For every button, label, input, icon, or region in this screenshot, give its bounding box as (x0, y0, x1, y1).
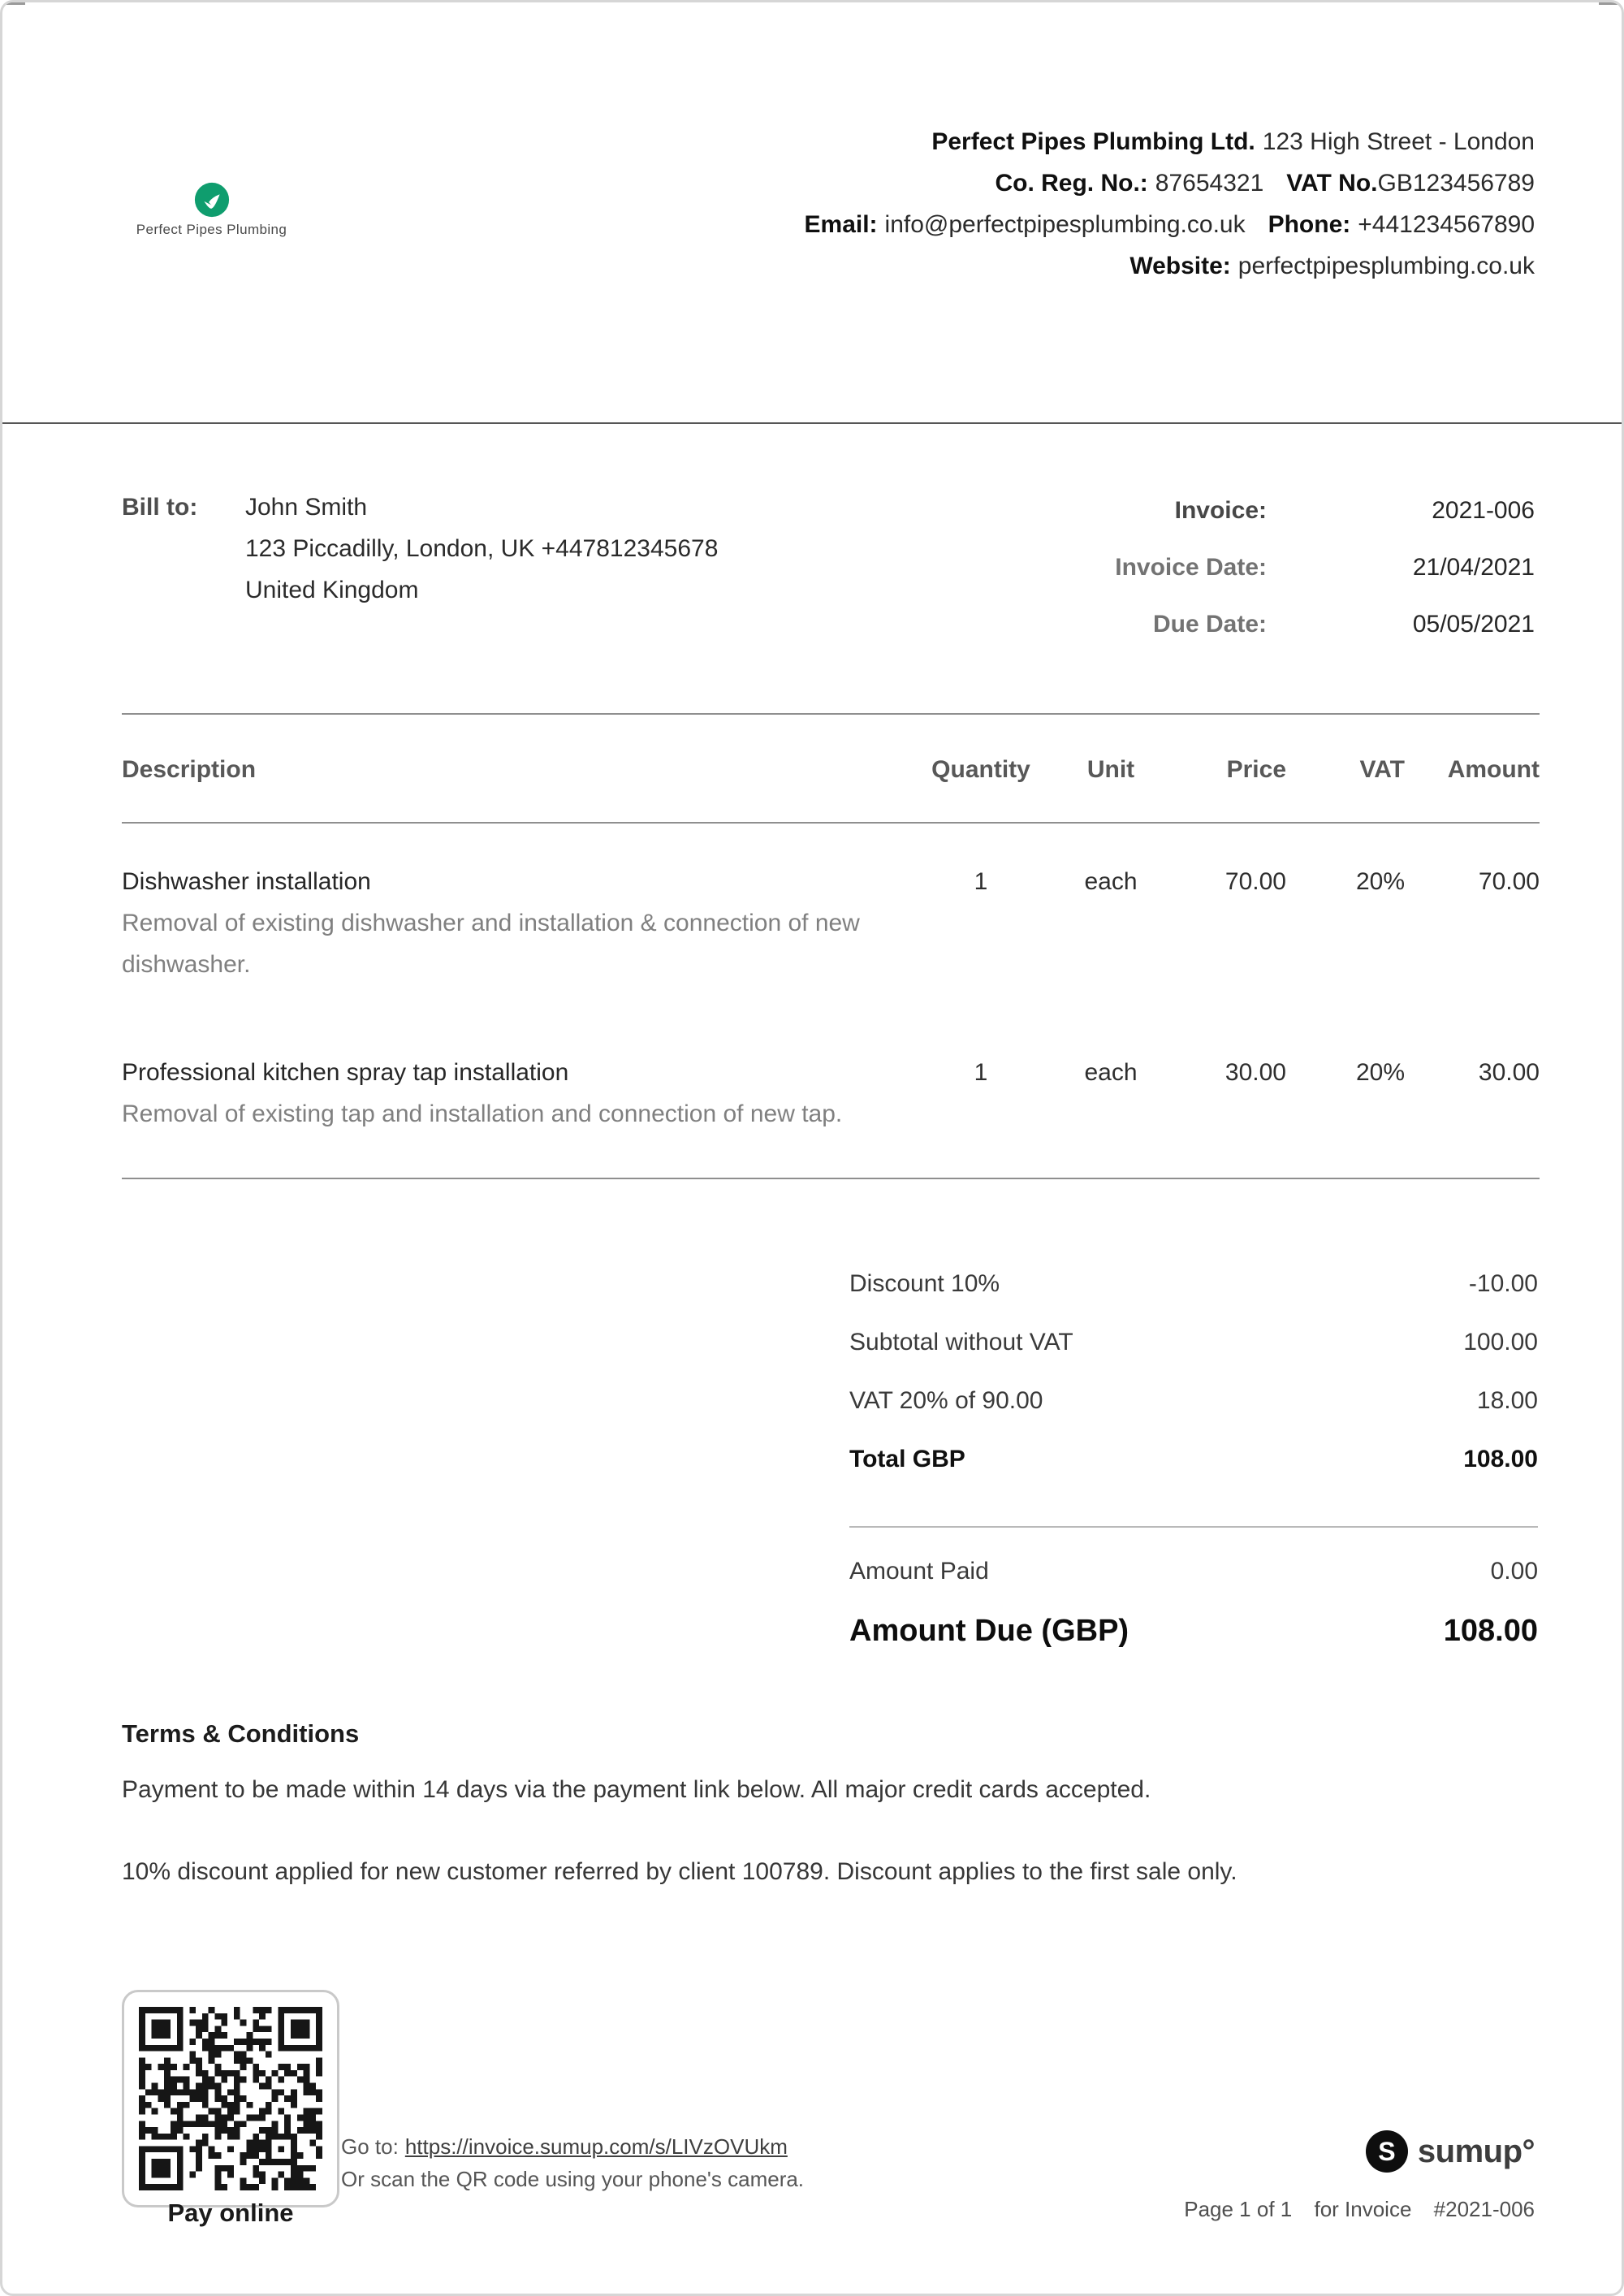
qr-box (122, 1990, 339, 2207)
due-date-label: Due Date: (1152, 611, 1267, 638)
item-unit: each (1084, 1059, 1138, 1086)
vat-row (849, 1386, 1538, 1416)
due-date-value: 05/05/2021 (1412, 611, 1535, 638)
item-quantity: 1 (974, 1059, 988, 1086)
invoice-meta (1115, 490, 1535, 660)
fold-mark (2, 2, 25, 5)
total-value: 108.00 (1463, 1446, 1538, 1472)
sumup-icon: S (1366, 2130, 1408, 2173)
company-contact-line (805, 204, 1535, 245)
phone-label: Phone: (1268, 211, 1351, 238)
table-row (122, 1052, 1540, 1135)
goto-prefix: Go to: (341, 2134, 399, 2159)
col-amount: Amount (1447, 756, 1540, 783)
qr-code (139, 2007, 322, 2190)
discount-value: -10.00 (1468, 1270, 1538, 1297)
subtotal-row (849, 1328, 1538, 1357)
company-name: Perfect Pipes Plumbing Ltd. (931, 128, 1255, 155)
bill-to-details (245, 486, 718, 611)
invoice-ref: #2021-006 (1433, 2197, 1535, 2221)
sumup-brand (1366, 2130, 1535, 2173)
totals-section (849, 1269, 1538, 1650)
discount-label: Discount 10% (849, 1270, 1000, 1297)
amount-paid-row (849, 1557, 1538, 1586)
amount-due-row (849, 1612, 1538, 1650)
vat-label: VAT No. (1286, 170, 1378, 197)
col-description: Description (122, 756, 257, 783)
company-info (805, 121, 1535, 287)
table-divider-header (122, 822, 1540, 824)
invoice-date-label: Invoice Date: (1115, 554, 1267, 581)
fold-mark (1599, 2, 1622, 5)
co-reg-value: 87654321 (1155, 170, 1264, 197)
page-info (1184, 2197, 1535, 2222)
subtotal-value: 100.00 (1463, 1329, 1538, 1356)
goto-line (341, 2130, 804, 2163)
phone-value: +441234567890 (1358, 211, 1535, 238)
item-amount: 30.00 (1478, 1059, 1540, 1086)
sumup-wordmark: sumup° (1417, 2133, 1535, 2169)
amount-paid-label: Amount Paid (849, 1558, 989, 1585)
website-label: Website: (1129, 253, 1231, 279)
pay-online-label: Pay online (167, 2199, 294, 2227)
item-amount: 70.00 (1478, 868, 1540, 895)
subtotal-label: Subtotal without VAT (849, 1329, 1073, 1356)
payment-instructions (341, 2130, 804, 2195)
invoice-number-label: Invoice: (1174, 497, 1267, 524)
item-quantity: 1 (974, 868, 988, 895)
table-divider-bottom (122, 1178, 1540, 1179)
invoice-date-row (1115, 547, 1535, 588)
item-title: Dishwasher installation (122, 868, 371, 895)
website-value: perfectpipesplumbing.co.uk (1237, 253, 1535, 279)
co-reg-label: Co. Reg. No.: (995, 170, 1148, 197)
item-price: 70.00 (1224, 868, 1286, 895)
for-invoice-label: for Invoice (1314, 2197, 1412, 2221)
amount-due-label: Amount Due (GBP) (849, 1614, 1129, 1648)
bill-to-label: Bill to: (122, 494, 198, 521)
invoice-number-value: 2021-006 (1432, 497, 1535, 524)
logo-text: Perfect Pipes Plumbing (136, 222, 287, 237)
scan-hint: Or scan the QR code using your phone's camera. (341, 2167, 805, 2191)
company-address: 123 High Street - London (1262, 128, 1535, 155)
item-vat: 20% (1355, 868, 1405, 895)
col-unit: Unit (1086, 756, 1135, 783)
col-price: Price (1226, 756, 1286, 783)
bill-to-section (122, 486, 718, 611)
amount-paid-value: 0.00 (1490, 1558, 1538, 1585)
bill-to-name: John Smith (245, 494, 368, 521)
logo-mark-icon (193, 181, 231, 218)
vat-value: GB123456789 (1377, 170, 1535, 197)
col-quantity: Quantity (931, 756, 1030, 783)
item-vat: 20% (1355, 1059, 1405, 1086)
payment-link[interactable]: https://invoice.sumup.com/s/LIVzOVUkm (404, 2134, 788, 2159)
total-row (849, 1445, 1538, 1474)
company-website-line (805, 245, 1535, 287)
totals-divider (849, 1526, 1538, 1528)
terms-paragraph: 10% discount applied for new customer referred by client 100789. Discount applies to the first sale only. (122, 1858, 1237, 1885)
vat-label: VAT 20% of 90.00 (849, 1387, 1043, 1414)
amount-due-value: 108.00 (1443, 1614, 1538, 1648)
col-vat: VAT (1359, 756, 1405, 783)
item-price: 30.00 (1224, 1059, 1286, 1086)
item-title: Professional kitchen spray tap installation (122, 1059, 569, 1086)
item-cell-description (122, 1052, 900, 1135)
company-name-line (805, 121, 1535, 162)
table-header-row (122, 715, 1540, 822)
page-number: Page 1 of 1 (1184, 2197, 1293, 2221)
items-table (122, 713, 1540, 1179)
table-bottom-spacer (122, 1135, 1540, 1178)
item-description: Removal of existing dishwasher and installation & connection of new dishwasher. (122, 910, 860, 978)
vat-value: 18.00 (1476, 1387, 1538, 1414)
terms-heading: Terms & Conditions (122, 1719, 360, 1748)
discount-row (849, 1269, 1538, 1299)
email-label: Email: (804, 211, 878, 238)
company-registration-line (805, 162, 1535, 204)
item-unit: each (1084, 868, 1138, 895)
email-value: info@perfectpipesplumbing.co.uk (884, 211, 1246, 238)
invoice-number-row (1115, 490, 1535, 531)
item-cell-description (122, 861, 900, 985)
due-date-row (1115, 603, 1535, 645)
table-row (122, 861, 1540, 985)
invoice-date-value: 21/04/2021 (1412, 554, 1535, 581)
terms-section (122, 1718, 1540, 1890)
terms-paragraph: Payment to be made within 14 days via the payment link below. All major credit cards accepted. (122, 1776, 1151, 1803)
total-label: Total GBP (849, 1446, 965, 1472)
bill-to-country: United Kingdom (245, 577, 419, 603)
item-description: Removal of existing tap and installation and connection of new tap. (122, 1100, 843, 1127)
company-logo (124, 181, 299, 238)
bill-to-address: 123 Piccadilly, London, UK +447812345678 (245, 535, 719, 562)
header-divider (2, 422, 1622, 424)
